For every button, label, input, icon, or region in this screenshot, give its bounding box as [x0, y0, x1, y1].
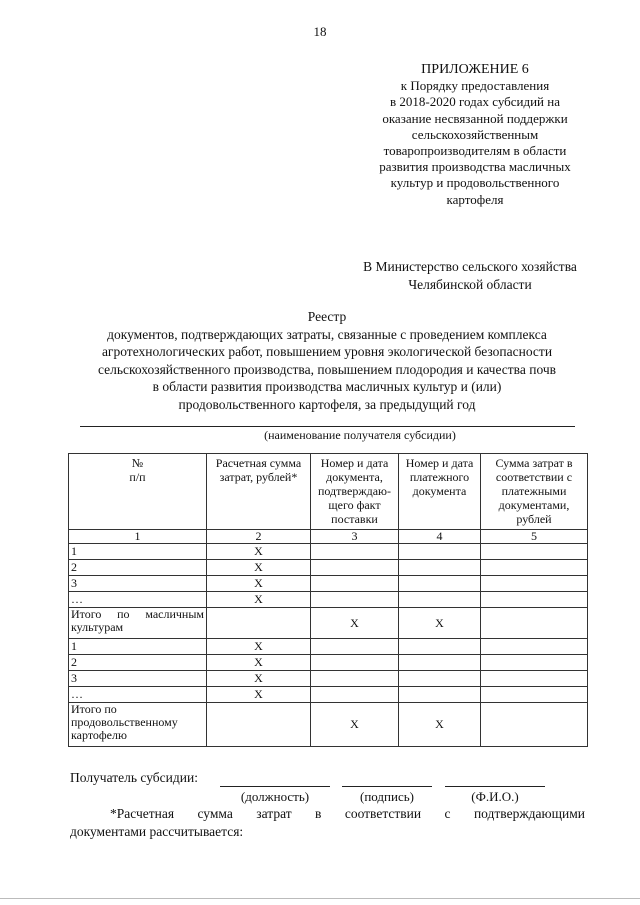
row-index: …	[69, 592, 207, 608]
table-cell[interactable]	[399, 592, 481, 608]
appendix-line: в 2018-2020 годах субсидий на	[389, 94, 560, 110]
row-index: 2	[69, 560, 207, 576]
page-bottom-edge	[0, 898, 640, 899]
appendix-line: сельскохозяйственным	[411, 126, 539, 142]
position-caption: (должность)	[240, 789, 310, 804]
table-cell[interactable]	[311, 544, 399, 560]
x-mark: X	[207, 544, 311, 560]
table-row	[69, 639, 588, 655]
table-cell[interactable]	[399, 560, 481, 576]
appendix-line: оказание несвязанной поддержки	[382, 110, 568, 126]
table-cell[interactable]	[311, 655, 399, 671]
table-cell[interactable]	[481, 592, 588, 608]
potato-total-label: Итого по продовольственному картофелю	[69, 703, 207, 747]
column-number: 1	[69, 530, 207, 544]
name-caption: (Ф.И.О.)	[471, 789, 519, 804]
register-line: агротехнологических работ, повышением уровня экологической безопасности	[101, 344, 553, 359]
table-cell[interactable]	[311, 639, 399, 655]
header-number-line: №	[131, 456, 144, 470]
header-estimated-sum: Расчетная сумма затрат, рублей*	[207, 454, 311, 530]
table-cell[interactable]	[311, 592, 399, 608]
row-index: 1	[69, 639, 207, 655]
table-cell[interactable]	[481, 671, 588, 687]
table-cell[interactable]	[399, 687, 481, 703]
table-cell[interactable]	[481, 544, 588, 560]
register-title-block	[62, 308, 592, 413]
appendix-line: культур и продовольственного	[390, 175, 560, 191]
appendix-line: к Порядку предоставления	[400, 78, 550, 94]
table-cell[interactable]	[481, 655, 588, 671]
signature-line[interactable]	[342, 786, 432, 787]
page-number: 18	[313, 24, 327, 39]
column-number: 5	[481, 530, 588, 544]
table-cell[interactable]	[311, 687, 399, 703]
x-mark: X	[207, 687, 311, 703]
header-payment-document: Номер и дата платежного документа	[399, 454, 481, 530]
row-index: 3	[69, 671, 207, 687]
oil-total-label: Итого по масличным культурам	[69, 608, 207, 639]
table-row	[69, 687, 588, 703]
header-number-line: п/п	[129, 470, 146, 484]
x-mark: X	[207, 639, 311, 655]
table-cell[interactable]	[481, 687, 588, 703]
signature-label: Получатель субсидии:	[70, 770, 198, 785]
header-payment-sum: Сумма затрат в соответствии с платежными документами, рублей	[481, 454, 588, 530]
oil-total-row	[69, 608, 588, 639]
table-cell[interactable]	[399, 544, 481, 560]
footnote-line: *Расчетная сумма затрат в соответствии с подтверждающими	[110, 806, 585, 821]
table-cell[interactable]	[481, 560, 588, 576]
appendix-line: товаропроизводителям в области	[383, 143, 567, 159]
register-line: продовольственного картофеля, за предыдущий год	[178, 396, 476, 412]
table-cell[interactable]	[481, 576, 588, 592]
register-line: в области развития производства масличных культур и (или)	[152, 379, 502, 394]
table-cell[interactable]	[311, 560, 399, 576]
x-mark: X	[207, 655, 311, 671]
row-index: 2	[69, 655, 207, 671]
table-cell[interactable]	[399, 671, 481, 687]
table-row	[69, 560, 588, 576]
name-line[interactable]	[445, 786, 545, 787]
column-number: 3	[311, 530, 399, 544]
table-cell[interactable]	[399, 655, 481, 671]
table-row	[69, 592, 588, 608]
register-line: документов, подтверждающих затраты, связанные с проведением комплекса	[107, 326, 547, 342]
register-table	[68, 453, 588, 747]
table-cell[interactable]	[207, 703, 311, 747]
register-title: Реестр	[307, 309, 347, 324]
table-row	[69, 544, 588, 560]
appendix-line: картофеля	[446, 191, 504, 207]
table-cell[interactable]	[207, 608, 311, 639]
appendix-block	[355, 62, 595, 208]
x-mark: X	[311, 703, 399, 747]
table-cell[interactable]	[481, 703, 588, 747]
x-mark: X	[207, 576, 311, 592]
signature-caption: (подпись)	[360, 789, 414, 804]
register-line: сельскохозяйственного производства, повышением плодородия и качества почв	[97, 361, 557, 377]
table-cell[interactable]	[311, 671, 399, 687]
header-delivery-document: Номер и дата документа, подтверждаю-щего факт поставки	[311, 454, 399, 530]
table-cell[interactable]	[481, 639, 588, 655]
addressee-block	[330, 258, 610, 294]
table-row	[69, 576, 588, 592]
potato-total-row	[69, 703, 588, 747]
appendix-line: развития производства масличных	[379, 159, 571, 175]
table-row	[69, 655, 588, 671]
column-number: 4	[399, 530, 481, 544]
column-number: 2	[207, 530, 311, 544]
addressee-line: В Министерство сельского хозяйства	[363, 259, 577, 274]
row-index: 3	[69, 576, 207, 592]
table-row	[69, 671, 588, 687]
x-mark: X	[207, 671, 311, 687]
table-cell[interactable]	[399, 639, 481, 655]
recipient-name-line[interactable]	[80, 426, 575, 427]
x-mark: X	[311, 608, 399, 639]
addressee-line: Челябинской области	[408, 277, 532, 292]
footnote-line: документами рассчитывается:	[70, 824, 244, 839]
x-mark: X	[399, 703, 481, 747]
table-cell[interactable]	[311, 576, 399, 592]
position-line[interactable]	[220, 786, 330, 787]
recipient-name-caption: (наименование получателя субсидии)	[264, 428, 456, 442]
appendix-heading: ПРИЛОЖЕНИЕ 6	[421, 62, 529, 77]
table-cell[interactable]	[481, 608, 588, 639]
x-mark: X	[207, 592, 311, 608]
header-number	[69, 454, 207, 530]
x-mark: X	[207, 560, 311, 576]
row-index: 1	[69, 544, 207, 560]
table-cell[interactable]	[399, 576, 481, 592]
row-index: …	[69, 687, 207, 703]
x-mark: X	[399, 608, 481, 639]
